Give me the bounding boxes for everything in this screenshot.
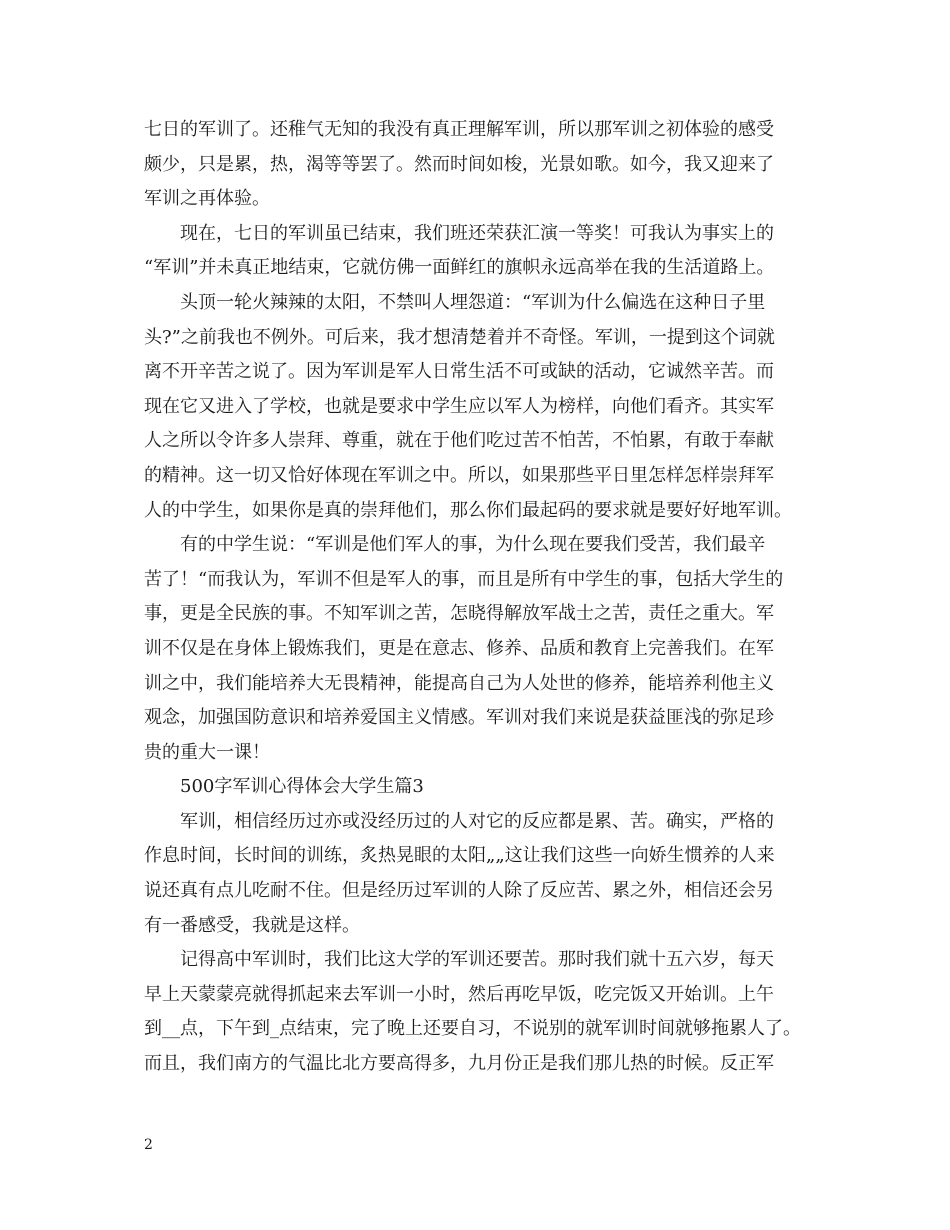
text-line: 观念，加强国防意识和培养爱国主义情感。军训对我们来说是获益匪浅的弥足珍 [144, 707, 774, 729]
text-line: 头?”之前我也不例外。可后来，我才想清楚着并不奇怪。军训，一提到这个词就 [144, 326, 775, 348]
text-line: 苦了！“而我认为，军训不但是军人的事，而且是所有中学生的事，包括大学生的 [144, 568, 784, 590]
text-line: 训不仅是在身体上锻炼我们，更是在意志、修养、品质和教育上完善我们。在军 [144, 637, 774, 659]
text-line: 现在，七日的军训虽已结束，我们班还荣获汇演一等奖！可我认为事实上的 [180, 222, 774, 244]
text-line: 有一番感受，我就是这样。 [144, 914, 360, 936]
text-line: 事，更是全民族的事。不知军训之苦，怎晓得解放军战士之苦，责任之重大。军 [144, 603, 774, 625]
text-line: 颇少，只是累，热，渴等等罢了。然而时间如梭，光景如歌。如今，我又迎来了 [144, 153, 774, 175]
text-line: 贵的重大一课！ [144, 741, 270, 763]
text-line: 军训之再体验。 [144, 188, 270, 210]
page-number: 2 [144, 1137, 153, 1153]
text-line: 离不开辛苦之说了。因为军训是军人日常生活不可或缺的活动，它诚然辛苦。而 [144, 361, 774, 383]
text-line: 而且，我们南方的气温比北方要高得多，九月份正是我们那儿热的时候。反正军 [144, 1053, 774, 1075]
document-body [144, 113, 810, 1082]
text-line: 七日的军训了。还稚气无知的我没有真正理解军训，所以那军训之初体验的感受 [144, 119, 774, 140]
text-line: 早上天蒙蒙亮就得抓起来去军训一小时，然后再吃早饭，吃完饭又开始训。上午 [144, 983, 774, 1005]
text-line: 训之中，我们能培养大无畏精神，能提高自己为人处世的修养，能培养利他主义 [144, 672, 774, 694]
text-line: “军训”并未真正地结束，它就仿佛一面鲜红的旗帜永远高举在我的生活道路上。 [144, 257, 775, 279]
text-line: 记得高中军训时，我们比这大学的军训还要苦。那时我们就十五六岁，每天 [180, 949, 774, 971]
text-line: 的精神。这一切又恰好体现在军训之中。所以，如果那些平日里怎样怎样崇拜军 [144, 464, 774, 486]
text-line: 人之所以令许多人崇拜、尊重，就在于他们吃过苦不怕苦，不怕累，有敢于奉献 [144, 430, 774, 452]
text-line: 军训，相信经历过亦或没经历过的人对它的反应都是累、苦。确实，严格的 [180, 810, 774, 832]
text-line: 作息时间，长时间的训练，炙热晃眼的太阳„„这让我们这些一向娇生惯养的人来 [144, 845, 775, 867]
text-line: 现在它又进入了学校，也就是要求中学生应以军人为榜样，向他们看齐。其实军 [144, 395, 774, 417]
text-line: 500字军训心得体会大学生篇3 [180, 776, 424, 798]
text-line: 有的中学生说：“军训是他们军人的事，为什么现在要我们受苦，我们最辛 [180, 534, 766, 556]
text-line: 人的中学生，如果你是真的崇拜他们，那么你们最起码的要求就是要好好地军训。 [144, 499, 792, 521]
text-line: 说还真有点儿吃耐不住。但是经历过军训的人除了反应苦、累之外，相信还会另 [144, 880, 774, 902]
text-line: 头顶一轮火辣辣的太阳，不禁叫人埋怨道：“军训为什么偏选在这种日子里 [180, 291, 766, 313]
text-line: 到__点，下午到_点结束，完了晚上还要自习，不说别的就军训时间就够拖累人了。 [144, 1018, 801, 1040]
